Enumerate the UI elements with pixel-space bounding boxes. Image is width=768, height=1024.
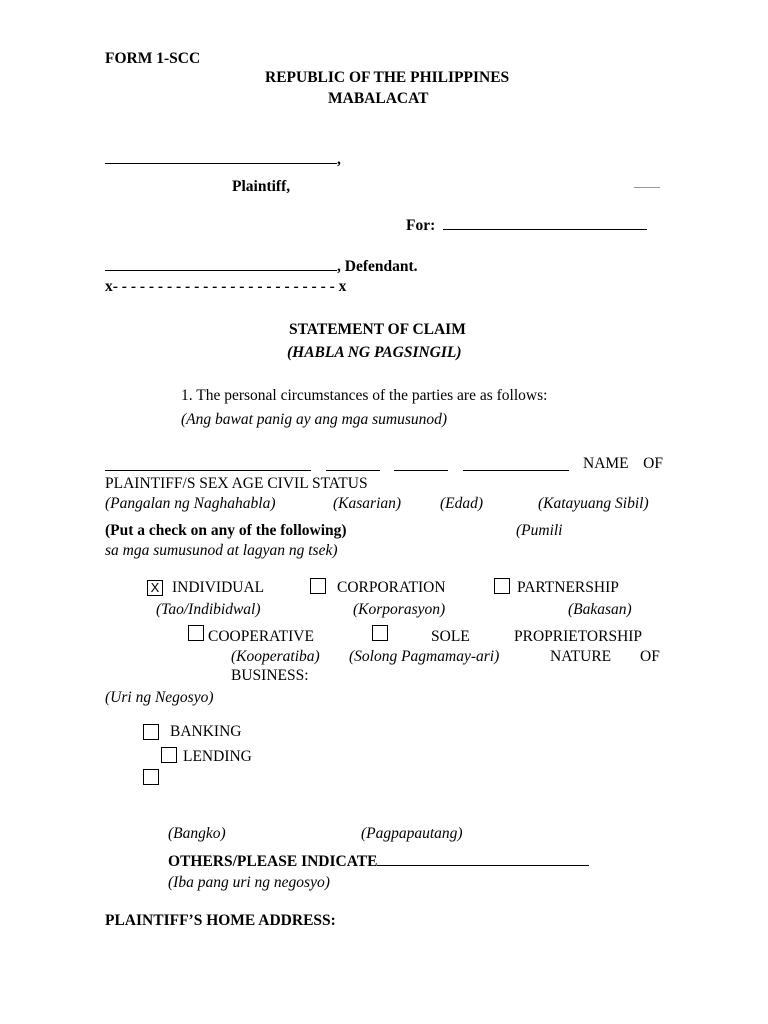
- plaintiff-name-blank[interactable]: [105, 150, 337, 164]
- civil-status-field[interactable]: [463, 457, 569, 471]
- city-heading: MABALACAT: [328, 90, 429, 107]
- others-field[interactable]: [377, 852, 589, 866]
- tl-sole-proprietorship: (Solong Pagmamay-ari): [349, 648, 500, 665]
- plaintiff-label: Plaintiff,: [232, 178, 291, 195]
- item1-text: [181, 386, 626, 406]
- business-tagalog: (Uri ng Negosyo): [105, 689, 214, 706]
- party-row-labels: PLAINTIFF/S SEX AGE CIVIL STATUS: [105, 475, 368, 492]
- banking-checkbox[interactable]: [143, 724, 159, 740]
- tl-corporation: (Korporasyon): [353, 601, 446, 618]
- pumili-text: (Pumili: [516, 522, 563, 539]
- proprietorship-word: PROPRIETORSHIP: [514, 628, 643, 645]
- defendant-line: [105, 257, 418, 277]
- cooperative-label: COOPERATIVE: [208, 628, 314, 645]
- defendant-name-blank[interactable]: [105, 257, 337, 271]
- other-business-checkbox[interactable]: [143, 769, 159, 785]
- statement-subtitle: (HABLA NG PAGSINGIL): [287, 344, 462, 361]
- caption-divider: x- - - - - - - - - - - - - - - - - - - - - - - - - x: [105, 278, 347, 295]
- item1-sentence: 1. The personal circumstances of the parties are as follows:: [181, 387, 548, 404]
- sex-field[interactable]: [326, 457, 380, 471]
- scan-mark: [634, 187, 660, 188]
- others-line: [168, 852, 589, 872]
- of-word: OF: [643, 455, 663, 472]
- for-blank[interactable]: [443, 216, 647, 230]
- party-blanks-row: [105, 454, 663, 474]
- tl-name: (Pangalan ng Naghahabla): [105, 495, 276, 512]
- banking-label: BANKING: [170, 723, 242, 740]
- tl-banking: (Bangko): [168, 825, 226, 842]
- statement-title: STATEMENT OF CLAIM: [289, 321, 466, 338]
- plaintiff-name-line: [105, 150, 341, 170]
- tl-age: (Edad): [440, 495, 484, 512]
- age-field[interactable]: [394, 457, 448, 471]
- tl-partnership: (Bakasan): [568, 601, 632, 618]
- partnership-label: PARTNERSHIP: [517, 579, 619, 596]
- lending-checkbox[interactable]: [161, 747, 177, 763]
- tl-civil-status: (Katayuang Sibil): [538, 495, 649, 512]
- name-word: NAME: [583, 455, 629, 472]
- republic-heading: REPUBLIC OF THE PHILIPPINES: [265, 69, 510, 86]
- business-word: BUSINESS:: [231, 667, 309, 684]
- for-line: [406, 216, 647, 236]
- tl-others: (Iba pang uri ng negosyo): [168, 874, 330, 891]
- nature-of-word: OF: [640, 648, 660, 665]
- plaintiff-name-field[interactable]: [105, 457, 311, 471]
- corporation-label: CORPORATION: [337, 579, 446, 596]
- check-instruction: (Put a check on any of the following): [105, 522, 347, 539]
- tl-lending: (Pagpapautang): [361, 825, 463, 842]
- nature-word: NATURE: [550, 648, 612, 665]
- individual-checkbox[interactable]: X: [147, 580, 163, 596]
- pumili-continued: sa mga sumusunod at lagyan ng tsek): [105, 542, 338, 559]
- lending-label: LENDING: [183, 748, 252, 765]
- plaintiff-comma: ,: [337, 151, 341, 168]
- tl-cooperative: (Kooperatiba): [231, 648, 320, 665]
- partnership-checkbox[interactable]: [494, 578, 510, 594]
- tl-individual: (Tao/Indibidwal): [156, 601, 261, 618]
- tl-sex: (Kasarian): [333, 495, 402, 512]
- individual-label: INDIVIDUAL: [172, 579, 265, 596]
- home-address-label: PLAINTIFF’S HOME ADDRESS:: [105, 912, 336, 929]
- item1-tagalog: (Ang bawat panig ay ang mga sumusunod): [181, 411, 448, 428]
- for-label: For:: [406, 217, 436, 234]
- form-number: FORM 1-SCC: [105, 50, 201, 67]
- sole-proprietorship-checkbox[interactable]: [372, 625, 388, 641]
- cooperative-checkbox[interactable]: [188, 625, 204, 641]
- sole-word: SOLE: [431, 628, 470, 645]
- defendant-label: , Defendant.: [337, 258, 418, 275]
- others-label: OTHERS/PLEASE INDICATE: [168, 853, 378, 870]
- corporation-checkbox[interactable]: [310, 578, 326, 594]
